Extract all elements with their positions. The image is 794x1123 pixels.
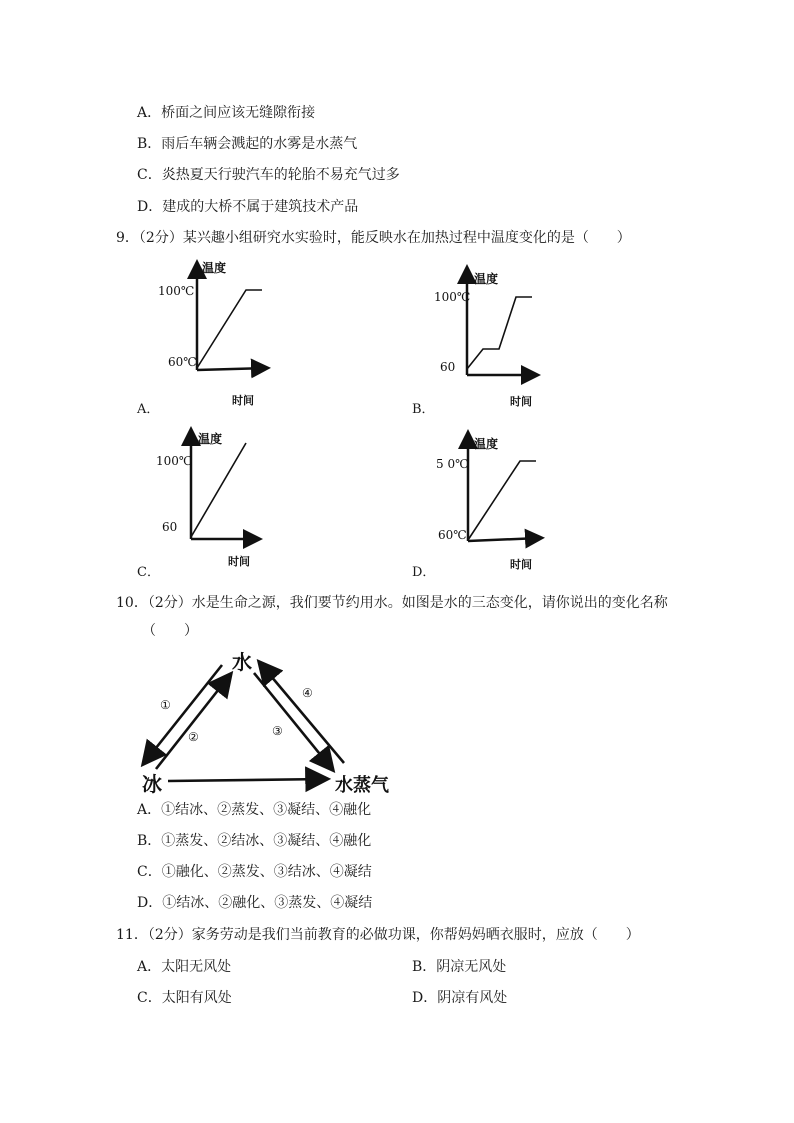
graph-a-label: A． [137,402,160,417]
label-water-vapor: 水蒸气 [335,775,389,796]
q10-option-a: A．①结冰、②蒸发、③凝结、④融化 [137,802,372,818]
graph-c-top-tick: 100℃ [156,454,193,468]
graph-c-x-label: 时间 [228,555,250,568]
q9-graph-a [150,258,280,418]
graph-d-y-label: 温度 [474,437,499,451]
q11-option-c: C．太阳有风处 [137,990,232,1006]
graph-c-y-label: 温度 [198,432,223,446]
graph-a-top-tick: 100℃ [158,284,195,298]
graph-d-bottom-tick: 60℃ [438,528,467,542]
q11-stem: 11．（2分）家务劳动是我们当前教育的必做功课，你帮妈妈晒衣服时，应放（ ） [116,927,640,943]
q10-option-d: D．①结冰、②融化、③蒸发、④凝结 [137,895,373,911]
q9-graph-d [430,430,560,578]
q10-option-b: B．①蒸发、②结冰、③凝结、④融化 [137,833,372,849]
graph-d-top-tick: 5 0℃ [436,457,469,471]
q11-option-a: A．太阳无风处 [137,959,232,975]
q11-option-b: B．阴凉无风处 [412,959,507,975]
q10-option-c: C．①融化、②蒸发、③结冰、④凝结 [137,864,372,880]
q8-option-b: B．雨后车辆会溅起的水雾是水蒸气 [137,136,358,152]
graph-c-label: C． [137,565,160,580]
graph-d-x-label: 时间 [510,558,532,571]
q8-option-c: C．炎热夏天行驶汽车的轮胎不易充气过多 [137,167,400,183]
graph-b-top-tick: 100℃ [434,290,471,304]
graph-b-label: B． [412,402,435,417]
label-4: ④ [302,686,313,700]
graph-d-label: D． [412,565,436,580]
graph-c-bottom-tick: 60 [162,520,178,534]
graph-a-x-label: 时间 [232,394,254,407]
q10-state-diagram [130,645,430,805]
graph-b-y-label: 温度 [474,272,499,286]
label-ice: 冰 [142,772,162,796]
graph-a-y-label: 温度 [202,261,227,275]
q10-answer-paren: （ ） [142,623,198,639]
graph-b-x-label: 时间 [510,395,532,408]
q10-stem: 10．（2分）水是生命之源，我们要节约用水。如图是水的三态变化，请你说出的变化名称 [116,595,668,611]
graph-b-bottom-tick: 60 [440,360,456,374]
q11-option-d: D．阴凉有风处 [412,990,508,1006]
graph-a-bottom-tick: 60℃ [168,355,197,369]
label-1: ① [160,698,171,712]
label-2: ② [188,730,199,744]
label-3: ③ [272,724,283,738]
q9-stem: 9．（2分）某兴趣小组研究水实验时，能反映水在加热过程中温度变化的是（ ） [116,230,631,246]
q9-graph-c [150,425,280,575]
q8-option-a: A．桥面之间应该无缝隙衔接 [137,105,316,121]
q8-option-d: D．建成的大桥不属于建筑技术产品 [137,199,359,215]
q9-graph-b [428,265,558,415]
label-water: 水 [232,650,252,674]
